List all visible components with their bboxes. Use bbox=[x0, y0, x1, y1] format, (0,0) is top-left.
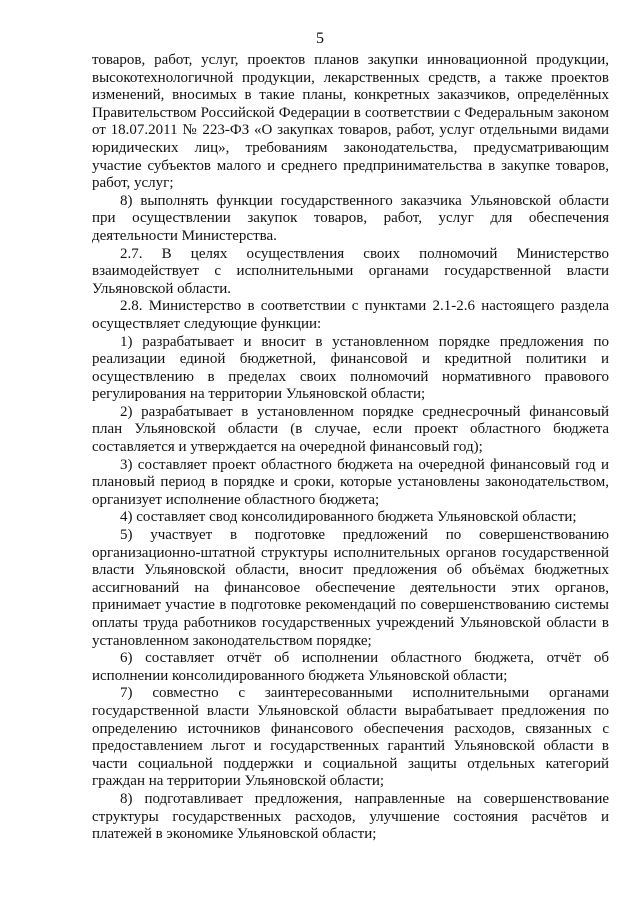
paragraph-clause-2-8: 2.8. Министерство в соответствии с пунктами 2.1-2.6 настоящего раздела осуществляет следующие функции: bbox=[92, 298, 609, 332]
paragraph-function-7: 7) совместно с заинтересованными исполнительными органами государственной власти Ульяновской области вырабатывает предложения по определению источников финансового обеспечения расходов, связанных с предоставлением льгот и государственных гарантий Ульяновской области в части социальной поддержки и социальной защиты отдельных категорий граждан на территории Ульяновской области; bbox=[92, 685, 609, 790]
paragraph-function-4: 4) составляет свод консолидированного бюджета Ульяновской области; bbox=[120, 509, 577, 526]
paragraph-function-5: 5) участвует в подготовке предложений по совершенствованию организационно-штатной структуры исполнительных органов государственной власти Ульяновской области, вносит предложения об объёмах бюджетных ассигнований на финансовое обеспечение деятельности этих органов, принимает участие в подготовке рекомендаций по совершенствованию системы оплаты труда работников государственных учреждений Ульяновской области в установленном законодательством порядке; bbox=[92, 527, 609, 649]
paragraph-continuation: товаров, работ, услуг, проектов планов закупки инновационной продукции, высокотехнологичной продукции, лекарственных средств, а также проектов изменений, вносимых в такие планы, конкретных заказчиков, определённых Правительством Российской Федерации в соответствии с Федеральным законом от 18.07.2011 № 223-ФЗ «О закупках товаров, работ, услуг отдельными видами юридических лиц», требованиям законодательства, предусматривающим участие субъектов малого и среднего предпринимательства в закупке товаров, работ, услуг; bbox=[92, 52, 609, 192]
paragraph-function-8: 8) подготавливает предложения, направленные на совершенствование структуры государственных расходов, улучшение состояния расчётов и платежей в экономике Ульяновской области; bbox=[92, 790, 609, 843]
paragraph-item-8-functions: 8) выполнять функции государственного заказчика Ульяновской области при осуществлении закупок товаров, работ, услуг для обеспечения деятельности Министерства. bbox=[92, 192, 609, 244]
page-number: 5 bbox=[316, 30, 324, 47]
paragraph-function-2: 2) разрабатывает в установленном порядке среднесрочный финансовый план Ульяновской области (в случае, если проект областного бюджета составляется и утверждается на очередной финансовый год); bbox=[92, 403, 609, 456]
paragraph-clause-2-7: 2.7. В целях осуществления своих полномочий Министерство взаимодействует с исполнительными органами государственной власти Ульяновской области. bbox=[92, 245, 609, 297]
paragraph-function-6: 6) составляет отчёт об исполнении областного бюджета, отчёт об исполнении консолидированного бюджета Ульяновской области; bbox=[92, 650, 609, 684]
body-text bbox=[92, 52, 609, 844]
paragraph-function-3: 3) составляет проект областного бюджета на очередной финансовый год и плановый период в порядке и сроки, которые установлены законодательством, организует исполнение областного бюджета; bbox=[92, 456, 609, 508]
paragraph-function-1: 1) разрабатывает и вносит в установленном порядке предложения по реализации единой бюджетной, финансовой и кредитной политики и осуществлению в пределах своих полномочий нормативного правового регулирования на территории Ульяновской области; bbox=[92, 333, 609, 403]
